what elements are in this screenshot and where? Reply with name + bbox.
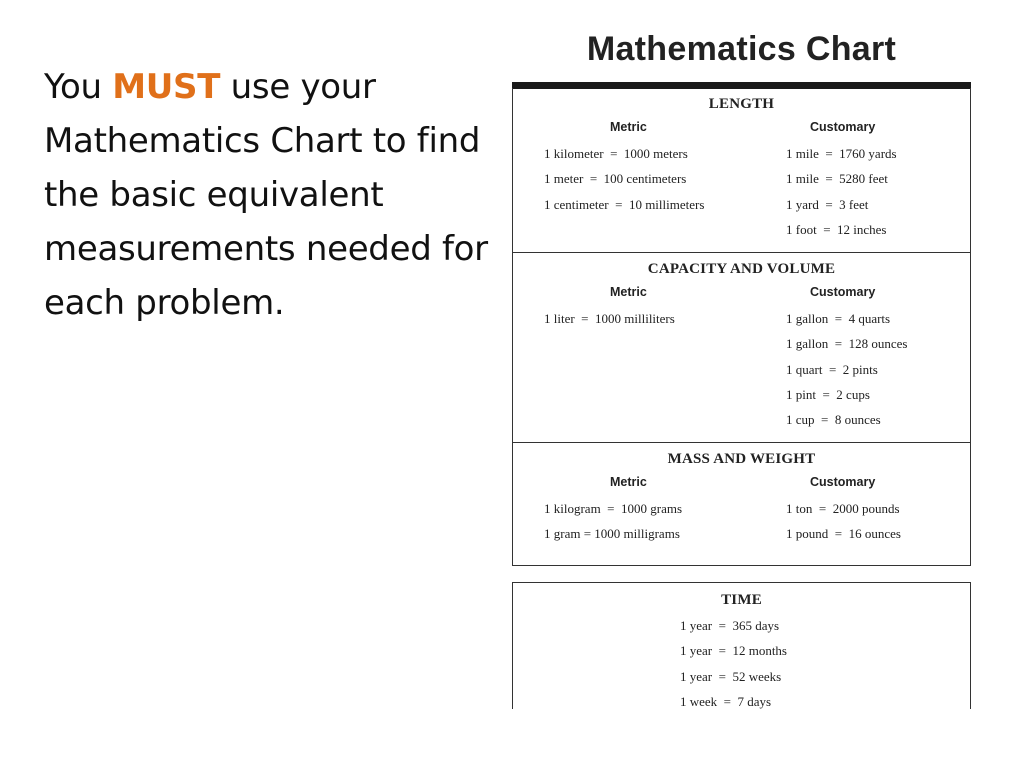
instruction-text bbox=[44, 60, 494, 330]
mass-metric-column bbox=[513, 471, 786, 547]
capacity-metric-header: Metric bbox=[610, 285, 647, 299]
length-customary-row: 1 mile = 1760 yards bbox=[786, 146, 897, 161]
time-row: 1 year = 365 days bbox=[680, 618, 780, 633]
capacity-customary-row: 1 gallon = 128 ounces bbox=[786, 336, 908, 352]
length-customary-row: 1 foot = 12 inches bbox=[786, 221, 887, 237]
capacity-metric-row: 1 liter = 1000 milliliters bbox=[544, 311, 675, 326]
mass-customary-row: 1 pound = 16 ounces bbox=[786, 526, 901, 542]
instruction-text-end: use your Mathematics Chart to find the basic equivalent measurements needed for each problem. bbox=[44, 67, 488, 323]
time-title: TIME bbox=[721, 592, 762, 608]
chart-title: Mathematics Chart bbox=[586, 30, 897, 68]
length-metric-column bbox=[513, 116, 786, 242]
time-section bbox=[512, 582, 971, 709]
length-metric-row: 1 meter = 100 centimeters bbox=[544, 171, 687, 187]
length-section bbox=[513, 88, 970, 252]
mass-metric-header: Metric bbox=[610, 475, 647, 489]
capacity-customary-row: 1 quart = 2 pints bbox=[786, 361, 878, 377]
mass-customary-row: 1 ton = 2000 pounds bbox=[786, 501, 900, 516]
time-row: 1 year = 52 weeks bbox=[680, 668, 782, 684]
length-customary-row: 1 mile = 5280 feet bbox=[786, 171, 888, 187]
capacity-metric-column bbox=[513, 281, 786, 432]
mass-metric-row: 1 gram = 1000 milligrams bbox=[544, 526, 680, 542]
length-title: LENGTH bbox=[708, 96, 775, 112]
capacity-customary-header: Customary bbox=[810, 285, 876, 299]
length-metric-row: 1 kilometer = 1000 meters bbox=[544, 146, 688, 161]
length-metric-row: 1 centimeter = 10 millimeters bbox=[544, 196, 705, 212]
instruction-text-start: You bbox=[44, 67, 113, 107]
length-customary-header: Customary bbox=[810, 120, 876, 134]
length-customary-column bbox=[786, 116, 970, 242]
capacity-customary-row: 1 cup = 8 ounces bbox=[786, 412, 881, 428]
capacity-section bbox=[513, 252, 970, 442]
length-customary-row: 1 yard = 3 feet bbox=[786, 196, 869, 212]
mass-title: MASS AND WEIGHT bbox=[667, 451, 816, 467]
capacity-customary-column bbox=[786, 281, 970, 432]
capacity-customary-row: 1 gallon = 4 quarts bbox=[786, 311, 891, 326]
time-row: 1 year = 12 months bbox=[680, 643, 787, 659]
time-row: 1 week = 7 days bbox=[680, 693, 772, 709]
math-chart-table bbox=[512, 88, 971, 566]
mass-customary-column bbox=[786, 471, 970, 547]
length-metric-header: Metric bbox=[610, 120, 647, 134]
mass-customary-header: Customary bbox=[810, 475, 876, 489]
mass-section bbox=[513, 442, 970, 565]
capacity-title: CAPACITY AND VOLUME bbox=[647, 261, 836, 277]
instruction-emphasis: MUST bbox=[112, 67, 221, 107]
mass-metric-row: 1 kilogram = 1000 grams bbox=[544, 501, 683, 516]
capacity-customary-row: 1 pint = 2 cups bbox=[786, 386, 870, 402]
